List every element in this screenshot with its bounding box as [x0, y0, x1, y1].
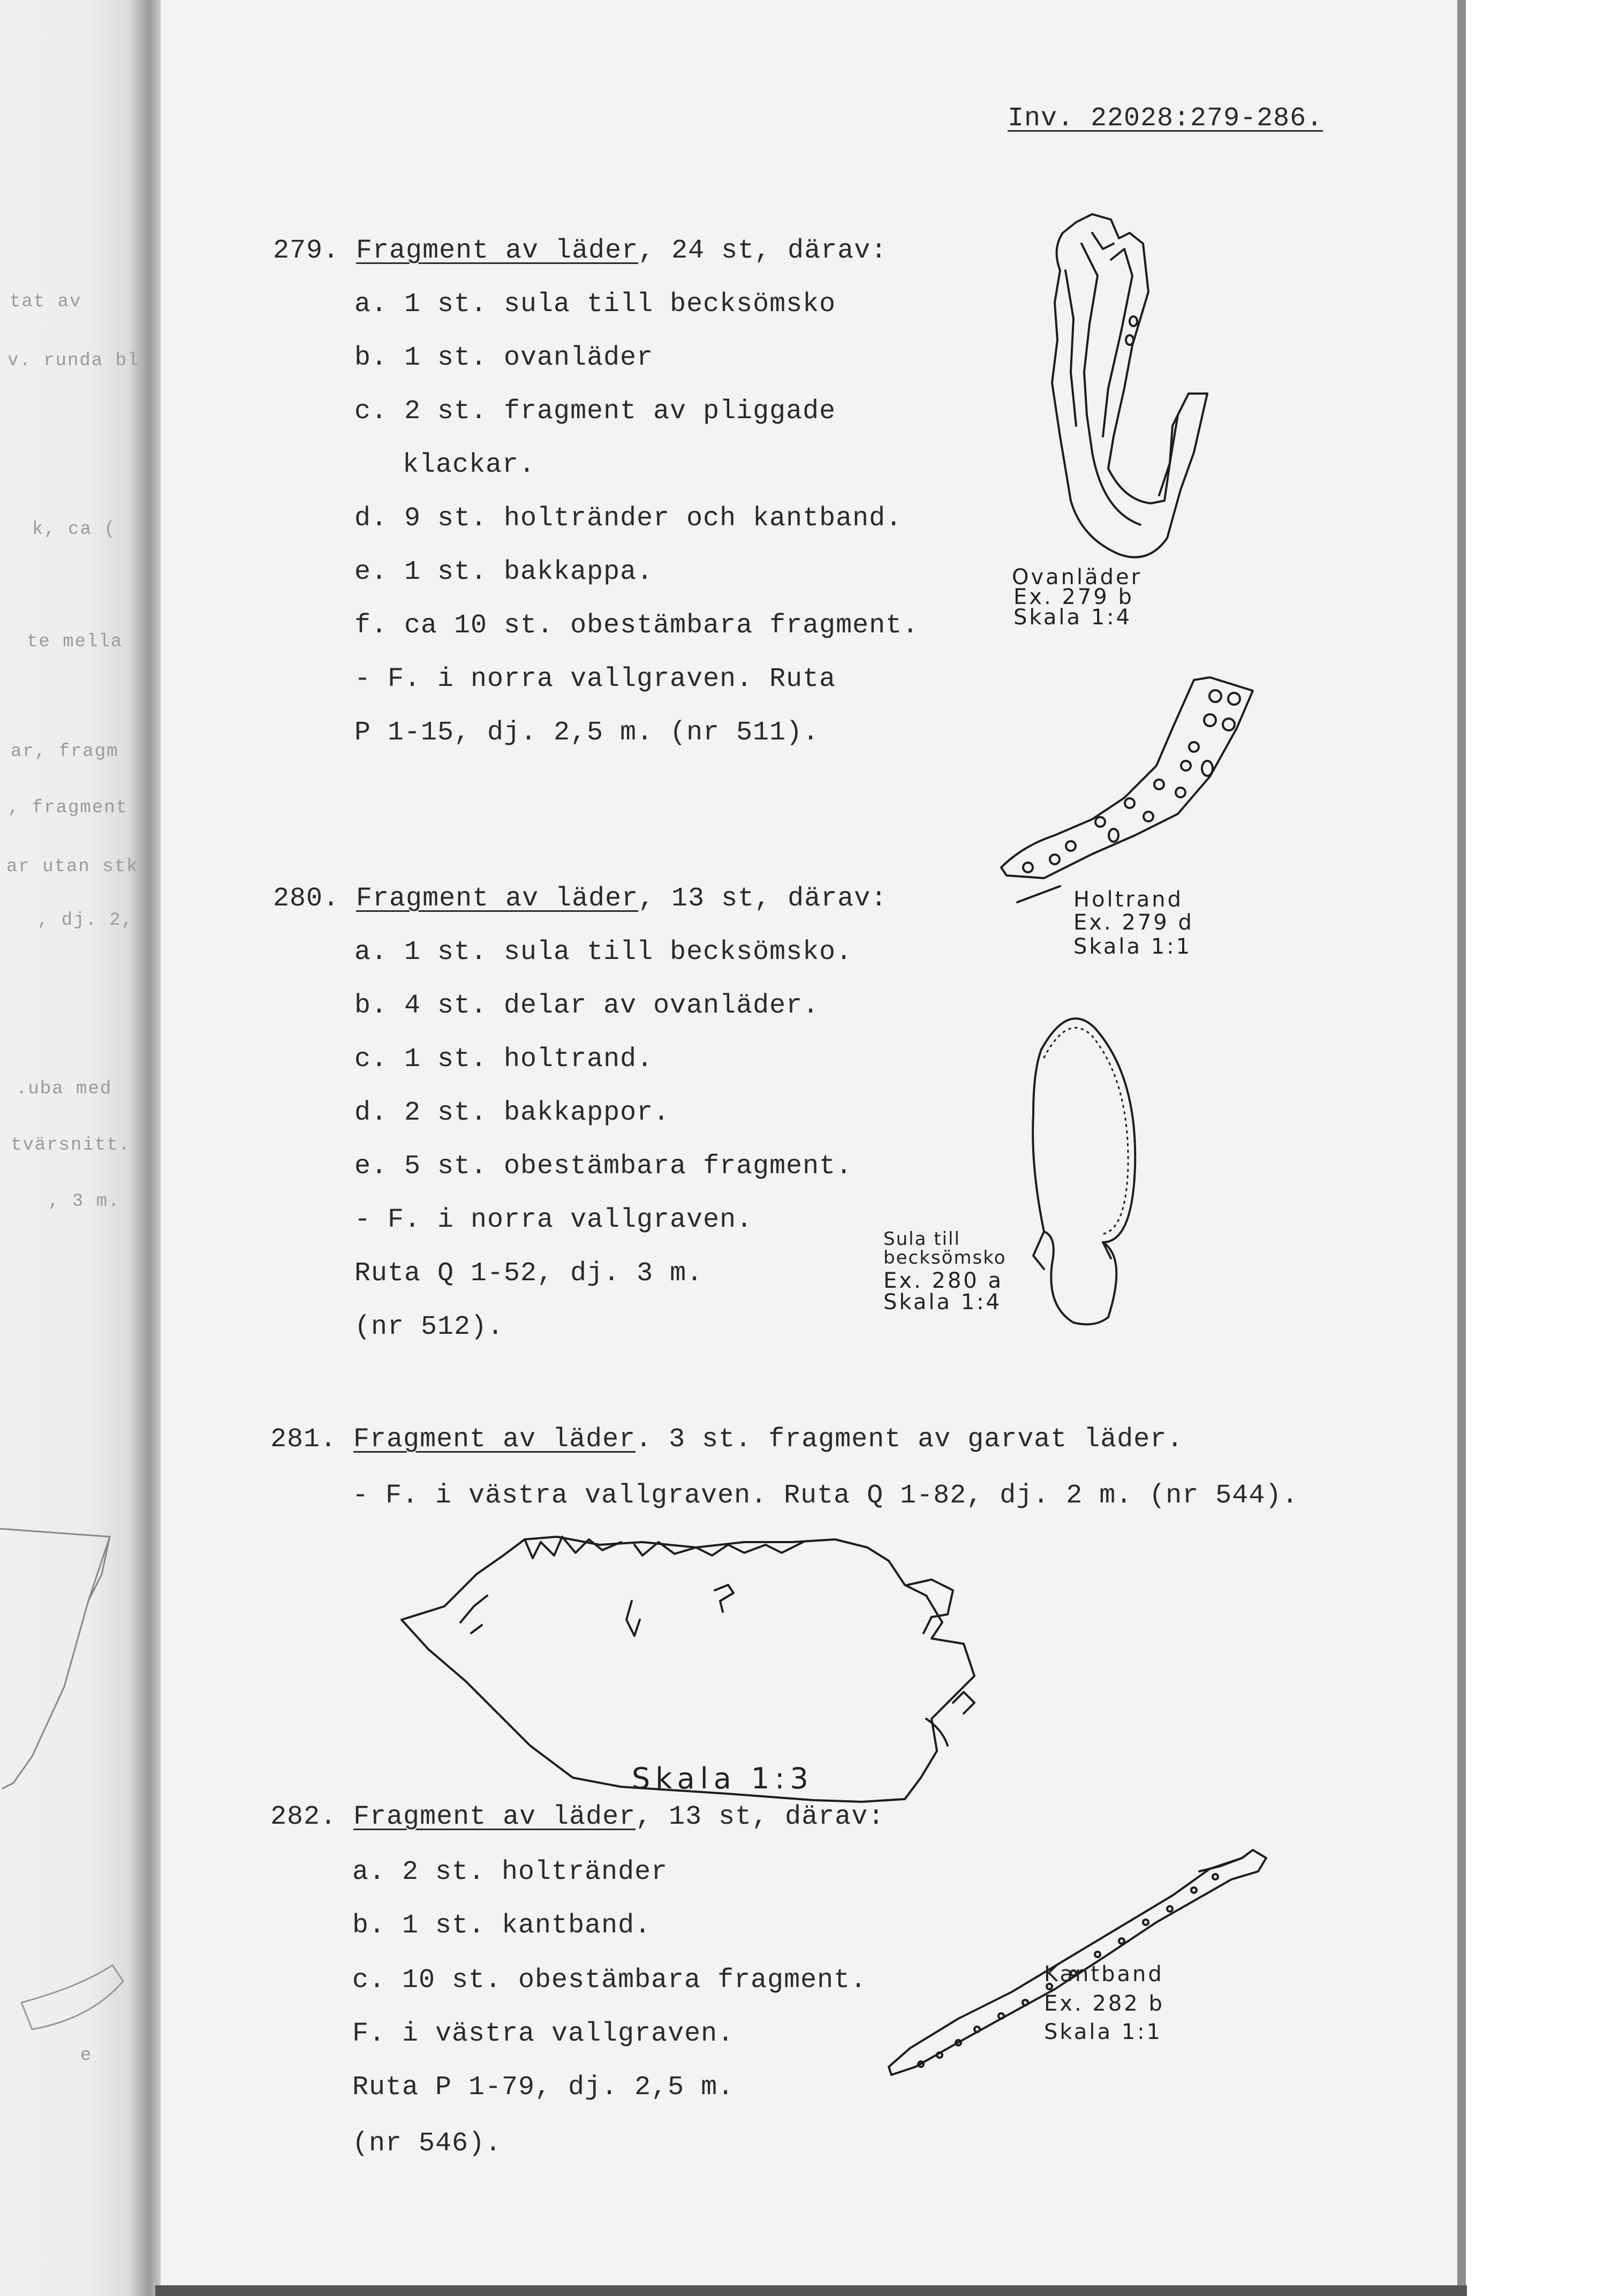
bleed-text: e [80, 2045, 93, 2066]
entry-number: 280. [273, 883, 340, 914]
entry-heading-rest: . 3 st. fragment av garvat läder. [636, 1424, 1184, 1455]
entry-heading-rest: , 13 st, därav: [638, 883, 888, 914]
entry-281-line: - F. i västra vallgraven. Ruta Q 1-82, dj. 2 m. (nr 544). [352, 1481, 1299, 1511]
ovanlader-drawing [1033, 212, 1231, 576]
entry-279-heading [273, 236, 887, 266]
bleed-text: ar utan stk [6, 857, 139, 877]
entry-282-line: c. 10 st. obestämbara fragment. [352, 1965, 867, 1996]
entry-280-line: d. 2 st. bakkappor. [354, 1098, 670, 1128]
caption-holtrand-ex: Ex. 279 d [1073, 910, 1194, 935]
entry-281-heading [270, 1424, 1183, 1455]
caption-sula-2: becksömsko [883, 1247, 1007, 1268]
caption-holtrand-scale: Skala 1:1 [1073, 934, 1192, 959]
entry-280-line: e. 5 st. obestämbara fragment. [354, 1151, 853, 1182]
caption-sula-scale: Skala 1:4 [883, 1290, 1002, 1315]
entry-title: Fragment av läder [353, 1424, 636, 1455]
caption-kantband-ex: Ex. 282 b [1044, 1991, 1164, 2016]
bleed-text: , fragment [8, 798, 128, 818]
caption-kantband: Kantband [1044, 1962, 1164, 1987]
page-edge-bottom [155, 2285, 1467, 2296]
bleed-text: tat av [10, 292, 82, 312]
caption-ovanlader: Ovanläder [1012, 565, 1143, 590]
entry-280-line: (nr 512). [354, 1312, 504, 1342]
caption-ovanlader-scale: Skala 1:4 [1013, 605, 1132, 630]
entry-279-line: P 1-15, dj. 2,5 m. (nr 511). [354, 718, 820, 748]
holtrand-drawing [996, 669, 1264, 910]
bleed-vessel-drawing [0, 1515, 128, 2078]
entry-280-heading [273, 883, 887, 914]
entry-282-line: Ruta P 1-79, dj. 2,5 m. [352, 2072, 735, 2103]
sula-drawing [1015, 1007, 1154, 1328]
entry-number: 279. [273, 236, 340, 266]
entry-282-line: b. 1 st. kantband. [352, 1910, 652, 1941]
entry-279-line: b. 1 st. ovanläder [354, 343, 654, 373]
caption-holtrand: Holtrand [1073, 887, 1184, 912]
entry-number: 281. [270, 1424, 337, 1455]
entry-280-line: - F. i norra vallgraven. [354, 1205, 753, 1235]
scan-background-right [1466, 0, 1619, 2296]
entry-279-line: f. ca 10 st. obestämbara fragment. [354, 610, 919, 641]
entry-282-line: F. i västra vallgraven. [352, 2019, 735, 2049]
bleed-text: te mella [27, 632, 123, 652]
entry-279-line: a. 1 st. sula till becksömsko [354, 289, 836, 320]
entry-280-line: Ruta Q 1-52, dj. 3 m. [354, 1258, 703, 1289]
bleed-text: .uba med [16, 1079, 112, 1099]
caption-sula-ex: Ex. 280 a [883, 1268, 1003, 1293]
entry-280-line: a. 1 st. sula till becksömsko. [354, 937, 853, 968]
caption-fragment-281-scale: Skala 1:3 [632, 1762, 814, 1795]
entry-title: Fragment av läder [353, 1802, 636, 1832]
entry-heading-rest: , 13 st, därav: [636, 1802, 885, 1832]
entry-number: 282. [270, 1802, 337, 1832]
bleed-text: , 3 m. [48, 1191, 120, 1212]
caption-ovanlader-ex: Ex. 279 b [1013, 585, 1134, 609]
caption-sula: Sula till [883, 1228, 960, 1250]
entry-282-line: (nr 546). [352, 2128, 502, 2159]
entry-279-line: klackar. [403, 450, 536, 480]
bleed-text: tvärsnitt. [11, 1135, 131, 1155]
entry-279-line: - F. i norra vallgraven. Ruta [354, 664, 836, 694]
entry-280-line: b. 4 st. delar av ovanläder. [354, 991, 820, 1021]
caption-kantband-scale: Skala 1:1 [1044, 2020, 1163, 2044]
bleed-text: , dj. 2, [37, 910, 134, 931]
page-edge-right [1457, 0, 1466, 2296]
entry-279-line: d. 9 st. holtränder och kantband. [354, 503, 903, 534]
entry-282-line: a. 2 st. holtränder [352, 1857, 668, 1887]
bleed-text: v. runda bl [7, 351, 140, 371]
entry-title: Fragment av läder [356, 236, 639, 266]
entry-279-line: c. 2 st. fragment av pliggade [354, 396, 836, 427]
entry-279-line: e. 1 st. bakkappa. [354, 557, 654, 587]
entry-heading-rest: , 24 st, därav: [638, 236, 888, 266]
bleed-text: k, ca ( [32, 519, 116, 540]
entry-280-line: c. 1 st. holtrand. [354, 1044, 654, 1075]
inventory-number: Inv. 22028:279-286. [1008, 103, 1323, 134]
bleed-text: ar, fragm [11, 742, 119, 762]
entry-title: Fragment av läder [356, 883, 639, 914]
